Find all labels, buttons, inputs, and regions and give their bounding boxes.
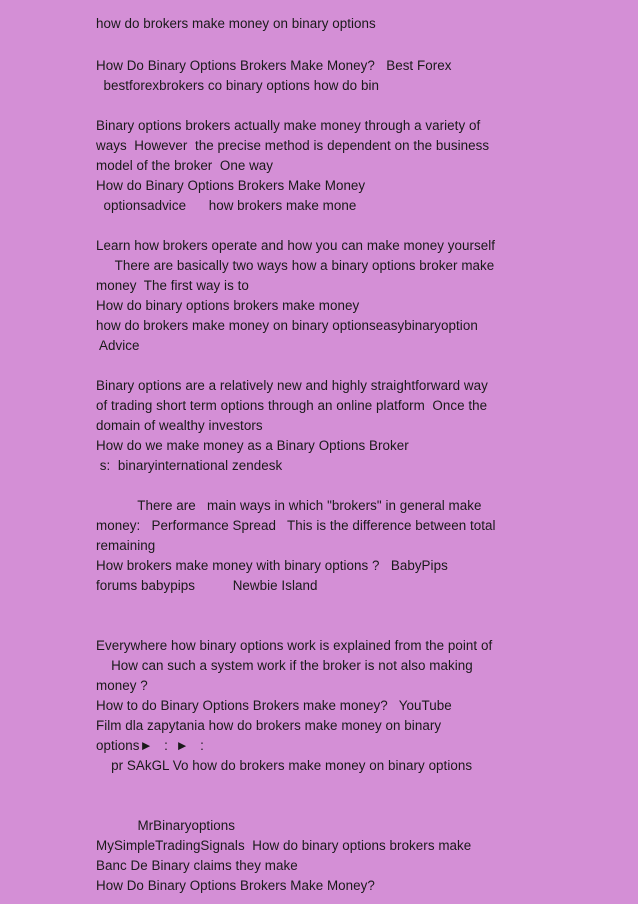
text-line: money ? [96, 678, 148, 693]
text-line: of trading short term options through an online platform Once the [96, 398, 488, 413]
text-line: how do brokers make money on binary options [96, 16, 376, 31]
text-line: s: binaryinternational zendesk [96, 458, 283, 473]
text-line: ways However the precise method is dependent on the business [96, 138, 490, 153]
text-line: How can such a system work if the broker is not also making [96, 658, 473, 673]
text-line: domain of wealthy investors [96, 418, 263, 433]
text-line: model of the broker One way [96, 158, 274, 173]
text-line: There are basically two ways how a binary options broker make [96, 258, 495, 273]
text-line: pr SAkGL Vo how do brokers make money on binary options [96, 758, 473, 773]
text-line: money The first way is to [96, 278, 249, 293]
text-line: Binary options are a relatively new and highly straightforward way [96, 378, 488, 393]
text-line: How do Binary Options Brokers Make Money [96, 178, 366, 193]
text-line: forums babypips Newbie Island [96, 578, 318, 593]
text-line: MrBinaryoptions [96, 818, 235, 833]
text-line: How Do Binary Options Brokers Make Money? Best Forex [96, 58, 452, 73]
text-line: MySimpleTradingSignals How do binary options brokers make [96, 838, 472, 853]
text-line: optionsadvice how brokers make mone [96, 198, 357, 213]
text-line: How Do Binary Options Brokers Make Money? [96, 878, 375, 893]
text-line: Advice [96, 338, 140, 353]
text-line: There are main ways in which "brokers" in general make [96, 498, 482, 513]
text-line: How brokers make money with binary options ? BabyPips [96, 558, 448, 573]
text-line: how do brokers make money on binary optionseasybinaryoption [96, 318, 478, 333]
text-line: How to do Binary Options Brokers make money? YouTube [96, 698, 452, 713]
text-line: Learn how brokers operate and how you can make money yourself [96, 238, 496, 253]
text-line: How do binary options brokers make money [96, 298, 360, 313]
text-line: Film dla zapytania how do brokers make money on binary [96, 718, 442, 733]
text-line: Everywhere how binary options work is explained from the point of [96, 638, 493, 653]
text-line: bestforexbrokers co binary options how do bin [96, 78, 379, 93]
text-line: Binary options brokers actually make money through a variety of [96, 118, 481, 133]
text-line: remaining [96, 538, 156, 553]
text-line: How do we make money as a Binary Options Broker [96, 438, 409, 453]
text-line: options► : ► : [96, 738, 204, 753]
text-line: Banc De Binary claims they make [96, 858, 298, 873]
text-line: money: Performance Spread This is the difference between total [96, 518, 496, 533]
